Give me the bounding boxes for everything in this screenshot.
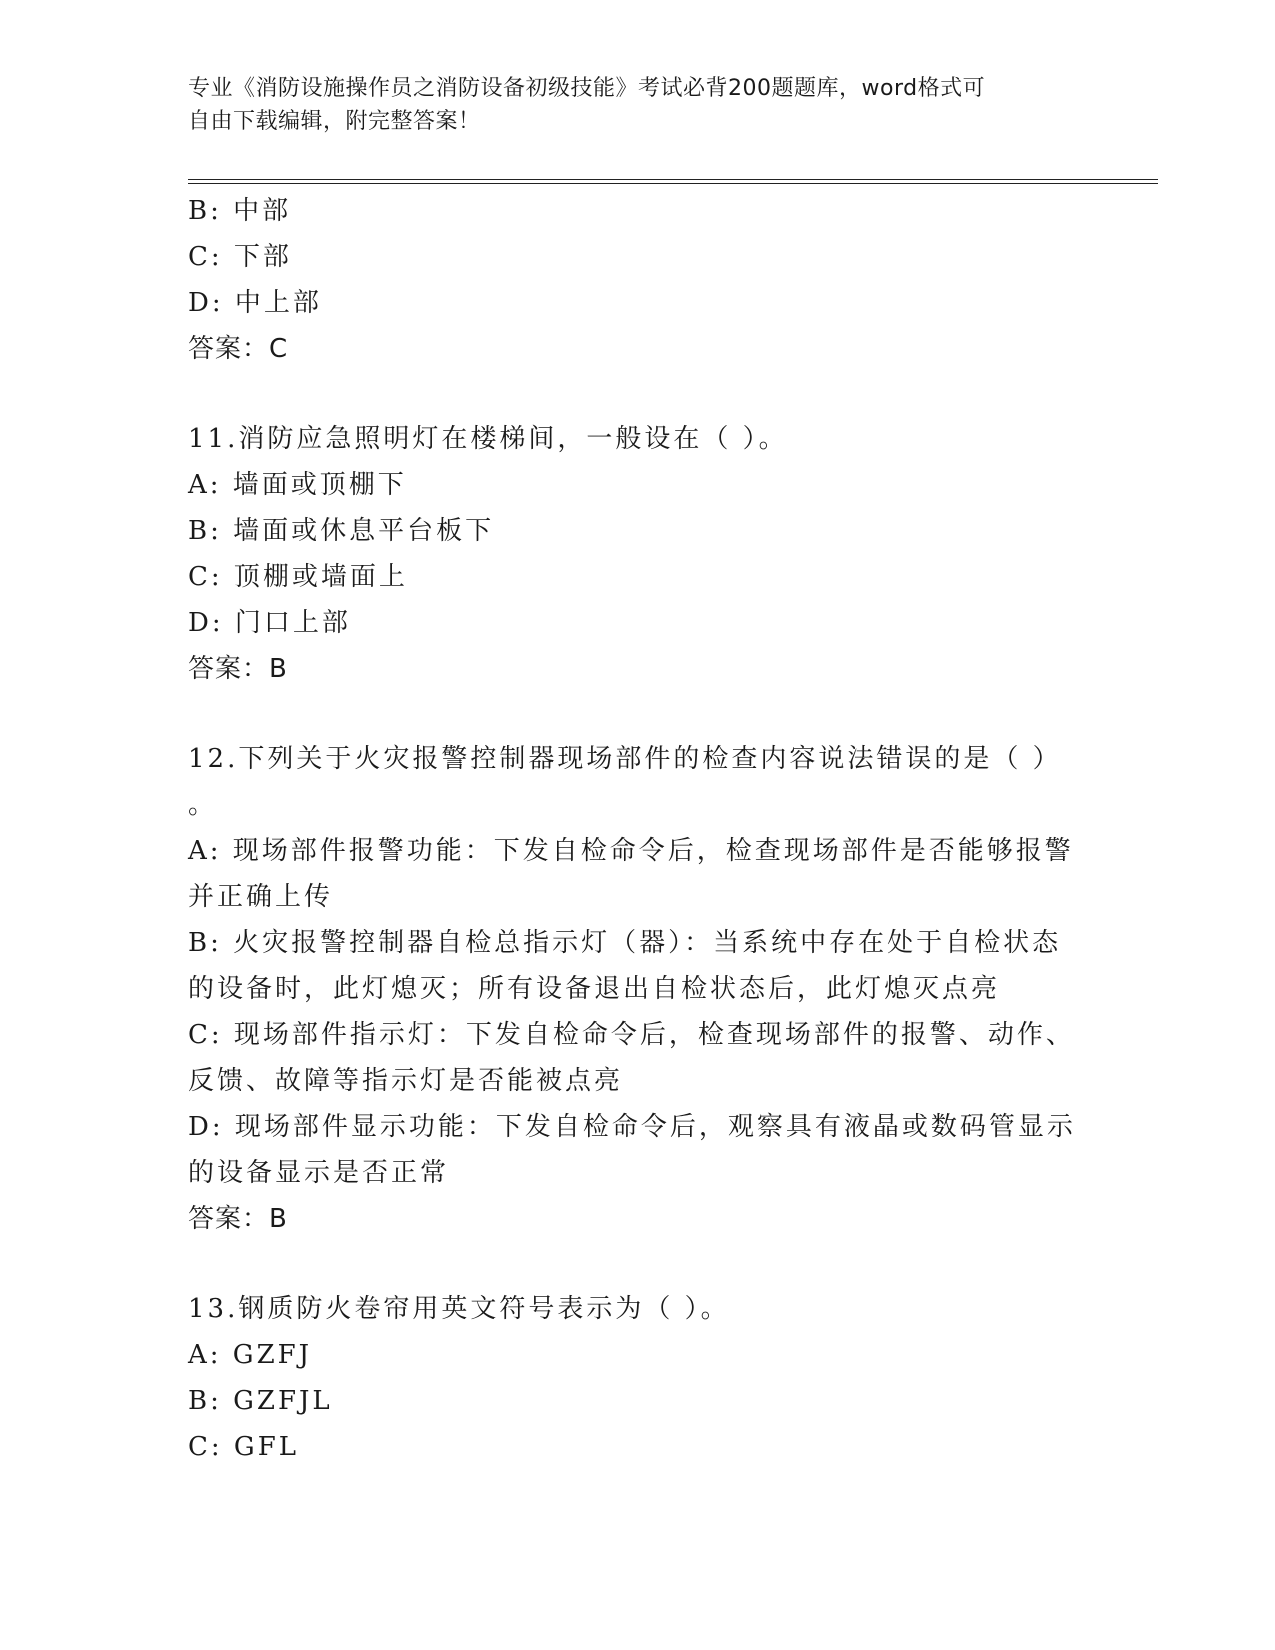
option-a-line-2: 并正确上传: [188, 882, 334, 912]
option-d: D: 中上部: [188, 288, 322, 318]
spacer: [188, 692, 1068, 736]
header-divider-top: [188, 179, 1158, 180]
spacer: [188, 1242, 1068, 1286]
option-d-line-2: 的设备显示是否正常: [188, 1158, 450, 1188]
option-a-line-1: A: 现场部件报警功能：下发自检命令后，检查现场部件是否能够报警: [188, 836, 1074, 866]
option-b: B: GZFJL: [188, 1386, 333, 1416]
question-text-line-1: 12.下列关于火灾报警控制器现场部件的检查内容说法错误的是（ ）: [188, 744, 1062, 774]
option-c: C: 下部: [188, 242, 292, 272]
document-body: [188, 188, 1076, 1470]
question-12: [188, 736, 1076, 1242]
option-c: C: 顶棚或墙面上: [188, 562, 408, 592]
question-13: [188, 1286, 1068, 1470]
question-text: 11.消防应急照明灯在楼梯间，一般设在（ ）。: [188, 424, 788, 454]
option-a: A: 墙面或顶棚下: [188, 470, 407, 500]
answer-line: 答案：B: [188, 1204, 288, 1234]
spacer: [188, 372, 1068, 416]
question-10-continued: [188, 188, 1068, 372]
question-text: 13.钢质防火卷帘用英文符号表示为（ ）。: [188, 1294, 730, 1324]
question-text-line-2: 。: [188, 790, 218, 820]
document-header: [188, 72, 1158, 138]
option-c-line-2: 反馈、故障等指示灯是否能被点亮: [188, 1066, 624, 1096]
option-b: B: 墙面或休息平台板下: [188, 516, 495, 546]
option-b-line-1: B: 火灾报警控制器自检总指示灯（器）：当系统中存在处于自检状态: [188, 928, 1062, 958]
answer-line: 答案：B: [188, 654, 288, 684]
option-d-line-1: D: 现场部件显示功能：下发自检命令后，观察具有液晶或数码管显示: [188, 1112, 1076, 1142]
option-c-line-1: C: 现场部件指示灯：下发自检命令后，检查现场部件的报警、动作、: [188, 1020, 1075, 1050]
option-c: C: GFL: [188, 1432, 299, 1462]
option-b-line-2: 的设备时，此灯熄灭；所有设备退出自检状态后，此灯熄灭点亮: [188, 974, 1001, 1004]
header-title-line-1: 专业《消防设施操作员之消防设备初级技能》考试必背200题题库，word格式可: [188, 76, 986, 101]
option-a: A: GZFJ: [188, 1340, 313, 1370]
question-11: [188, 416, 1068, 692]
option-b: B: 中部: [188, 196, 292, 226]
answer-line: 答案：C: [188, 334, 289, 364]
option-d: D: 门口上部: [188, 608, 351, 638]
header-divider-bottom: [188, 183, 1158, 184]
header-title-line-2: 自由下载编辑，附完整答案！: [188, 109, 481, 134]
